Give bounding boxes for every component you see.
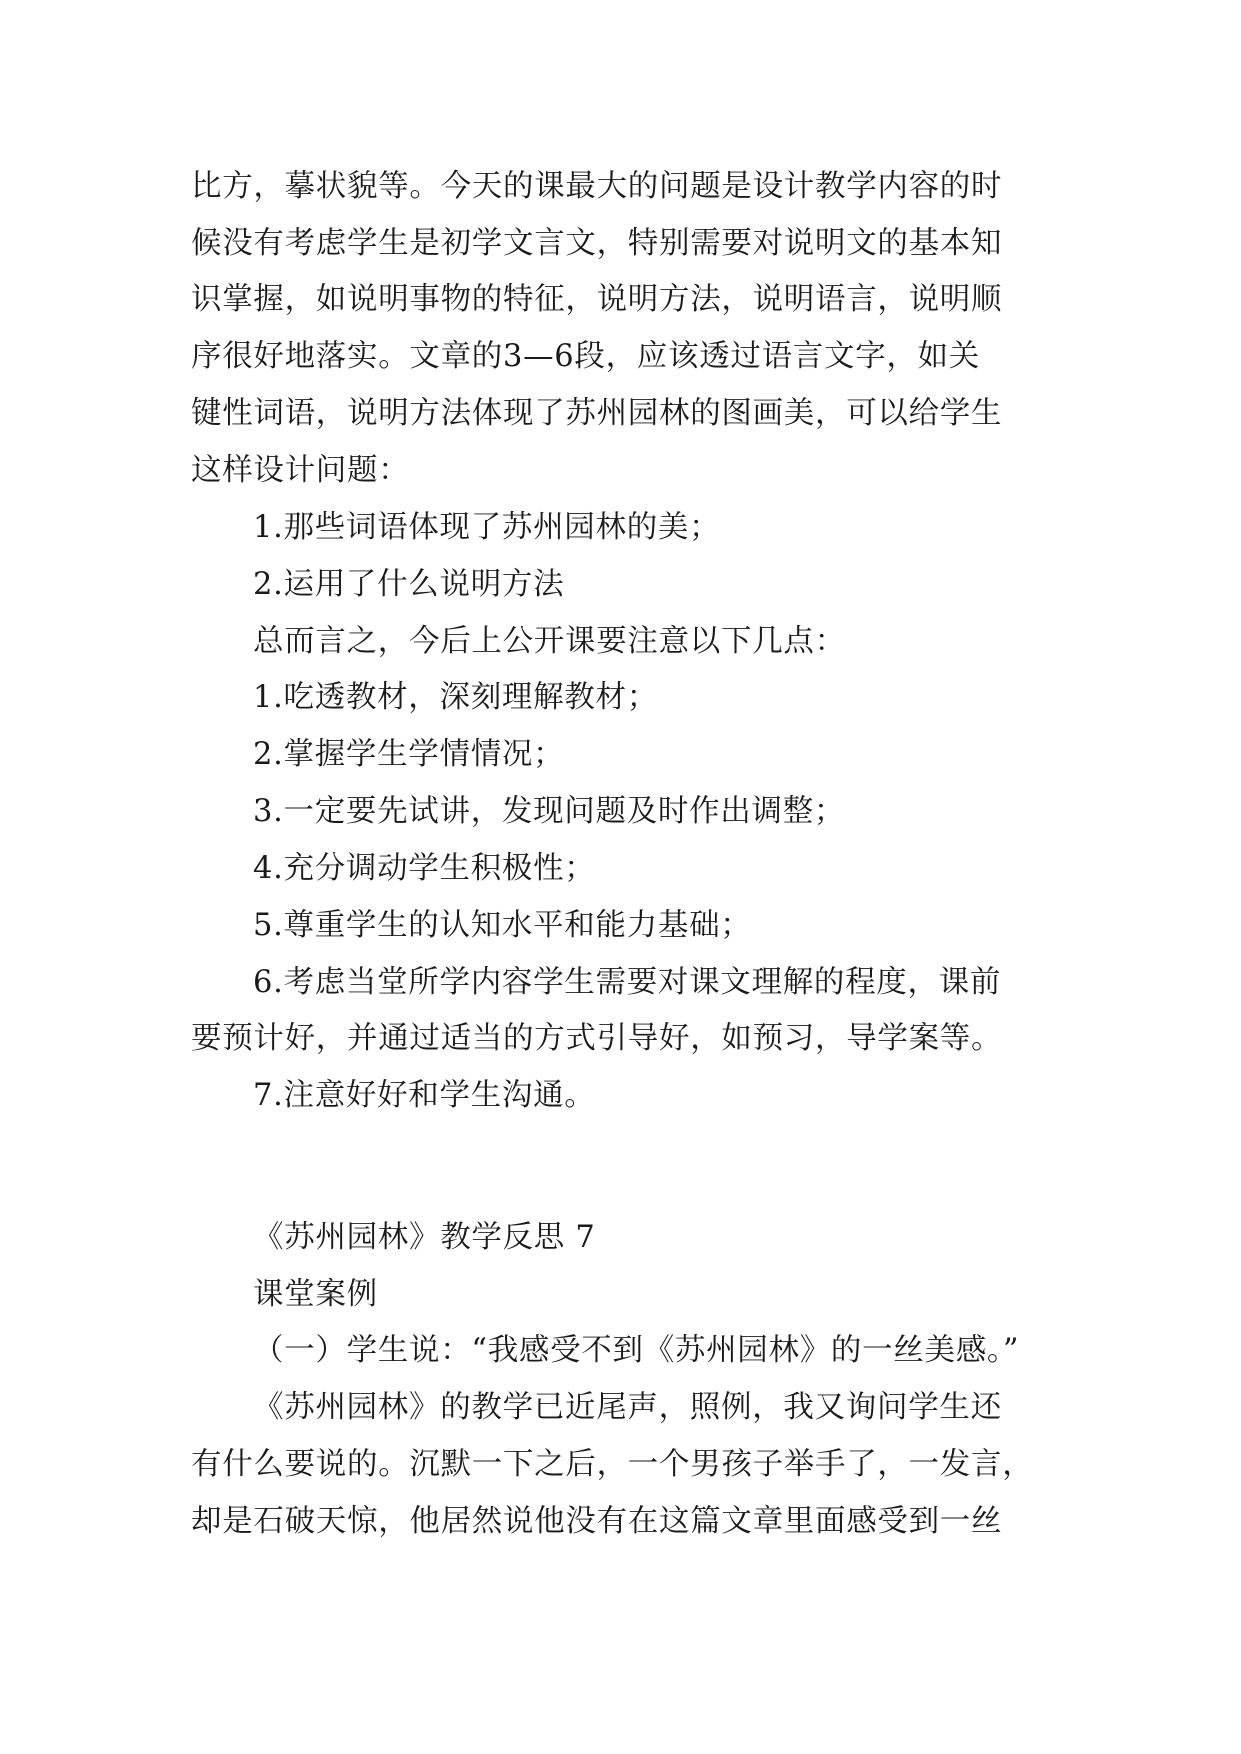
list-item: 2.运用了什么说明方法 bbox=[253, 567, 565, 602]
paragraph-line: 比方，摹状貌等。今天的课最大的问题是设计教学内容的时 bbox=[191, 169, 1003, 204]
paragraph-line: 总而言之，今后上公开课要注意以下几点： bbox=[253, 624, 846, 659]
paragraph-line: 这样设计问题： bbox=[191, 453, 410, 488]
paragraph-line: 候没有考虑学生是初学文言文，特别需要对说明文的基本知 bbox=[191, 226, 1003, 261]
list-item: 5.尊重学生的认知水平和能力基础； bbox=[253, 908, 752, 943]
paragraph-line: 《苏州园林》的教学已近尾声，照例，我又询问学生还 bbox=[253, 1390, 1002, 1425]
list-item: 4.充分调动学生积极性； bbox=[253, 851, 596, 886]
paragraph-line: 序很好地落实。文章的3—6段，应该透过语言文字，如关 bbox=[191, 339, 981, 374]
paragraph-line: 键性词语，说明方法体现了苏州园林的图画美，可以给学生 bbox=[191, 396, 1003, 431]
list-item: 7.注意好好和学生沟通。 bbox=[253, 1078, 596, 1113]
subheading: 课堂案例 bbox=[253, 1277, 378, 1312]
section-heading: 《苏州园林》教学反思 7 bbox=[253, 1220, 596, 1255]
list-item: 3.一定要先试讲，发现问题及时作出调整； bbox=[253, 794, 846, 829]
paragraph-line: 要预计好，并通过适当的方式引导好，如预习，导学案等。 bbox=[191, 1021, 1003, 1056]
paragraph-line: 识掌握，如说明事物的特征，说明方法，说明语言，说明顺 bbox=[191, 282, 1003, 317]
list-item: 1.吃透教材，深刻理解教材； bbox=[253, 680, 658, 715]
paragraph-line: 却是石破天惊，他居然说他没有在这篇文章里面感受到一丝 bbox=[191, 1504, 1003, 1539]
paragraph-line: 有什么要说的。沉默一下之后，一个男孩子举手了，一发言， bbox=[191, 1447, 1034, 1482]
list-item: 1.那些词语体现了苏州园林的美； bbox=[253, 510, 721, 545]
case-heading: （一）学生说：“我感受不到《苏州园林》的一丝美感。” bbox=[253, 1333, 1020, 1368]
list-item: 6.考虑当堂所学内容学生需要对课文理解的程度，课前 bbox=[253, 965, 1002, 1000]
list-item: 2.掌握学生学情情况； bbox=[253, 737, 565, 772]
